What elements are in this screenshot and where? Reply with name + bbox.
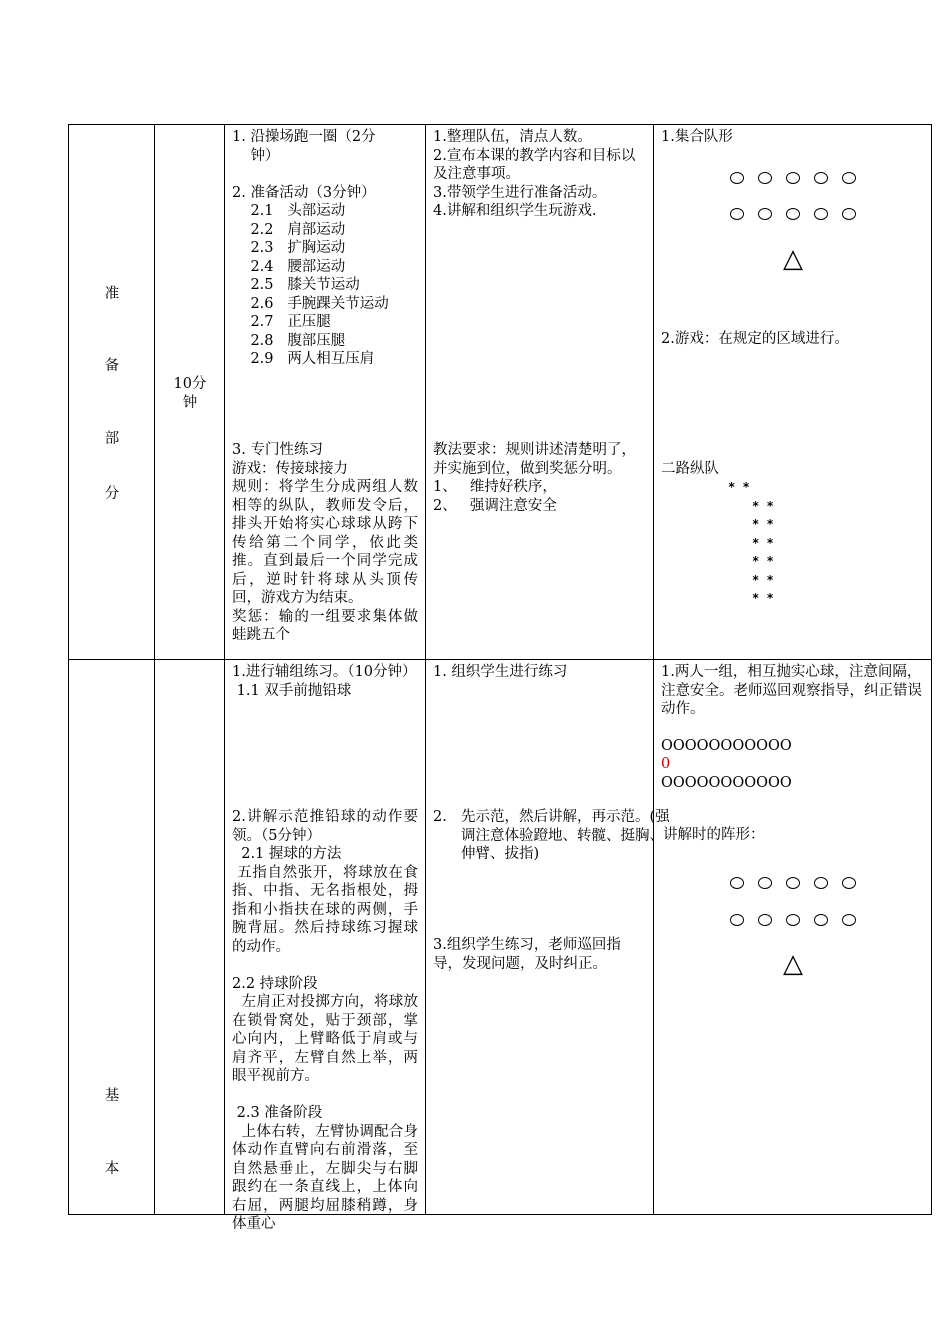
content-line: 2.1 握球的方法 [232,846,342,862]
content-line: 1. 沿操场跑一圈（2分 钟） [232,129,376,164]
student-circle-icon [730,172,744,184]
content-line: 2.4 腰部运动 [232,258,346,275]
formation-row-1 [654,876,932,895]
content-line: 2.2 持球阶段 [232,975,318,992]
student-circle-icon [786,914,800,926]
student-circle-icon [786,208,800,220]
section-char: 本 [104,1161,120,1177]
content-top [232,128,419,369]
method-line: 3.带领学生进行准备活动。 [433,184,607,201]
content-line: 2.1 头部运动 [232,203,346,219]
section-char: 准 [104,286,120,302]
section-char: 分 [104,486,120,502]
content-line: 2.8 腹部压腿 [232,332,346,349]
content-line: 规则：将学生分成两组人数相等的纵队，教师发令后，排头开始将实心球球从跨下传给第二个同学，依此类推。直到最后一个同学完成后，逆时针将球从头顶传回，游戏方为结束。 [232,479,418,606]
student-pair-stars: * * [752,498,774,513]
student-circle-icon [758,914,772,926]
time-value: 10分 钟 [173,376,207,411]
student-circle-icon [758,877,772,889]
method-bottom [433,441,647,515]
column-formation-title: 二路纵队 [661,461,719,477]
student-pair-stars: * * [728,480,750,494]
student-circle-icon [730,208,744,220]
content-part-2 [232,808,418,1234]
student-circle-icon [842,914,856,926]
content-line: 左肩正对投掷方向，将球放在锁骨窝处，贴于颈部，掌心向内，上臂略低于肩或与肩齐平，左臂自然上举，两眼平视前方。 [232,994,419,1084]
method-cell [426,660,670,1215]
content-line: 1.1 双手前抛铅球 [232,682,352,699]
formation-row-2 [661,207,925,226]
student-circle-icon [758,172,772,184]
student-circle-icon [758,208,772,220]
method-2: 2. 先示范，然后讲解，再示范。(强调注意体验蹬地、转髋、挺胸、伸臂、拔指) [433,809,670,862]
student-circle-icon [786,877,800,889]
content-line [232,956,418,975]
method-line: 1、 维持好秩序， [433,479,557,495]
organization-cell [654,125,932,660]
game-note: 2.游戏：在规定的区域进行。 [661,331,849,347]
student-pair-stars: * * [752,554,774,568]
teacher-triangle-icon: △ [783,243,803,274]
section-label-prep [69,125,155,660]
content-line [232,165,419,184]
content-line: 2.3 准备阶段 [232,1105,323,1121]
content-line: 2.5 膝关节运动 [232,277,360,293]
time-cell [155,125,225,660]
lesson-plan-table [68,124,932,1232]
content-line: 游戏：传接球接力 [232,460,348,477]
method-line: 4.讲解和组织学生玩游戏. [433,203,597,219]
content-cell [225,125,426,660]
formation-title: 1.集合队形 [661,129,733,145]
organization-cell [654,660,932,1215]
method-line: 2、 强调注意安全 [433,497,557,514]
basic-section-row [69,660,932,1215]
student-circle-icon [730,877,744,889]
section-char: 备 [104,358,120,374]
explain-formation [654,876,932,979]
method-1: 1. 组织学生进行练习 [433,664,568,680]
method-line: 1.整理队伍，清点人数。 [433,129,592,145]
pair-formation-line-1: OOOOOOOOOOO [661,737,792,754]
formation-row-1 [661,171,925,190]
section-char: 基 [104,1088,120,1104]
content-line: 奖惩：输的一组要求集体做蛙跳五个 [232,608,418,643]
content-line: 2.讲解示范推铅球的动作要领。（5分钟） [232,809,418,844]
student-pair-stars: * * [752,572,774,587]
content-line: 1.进行辅组练习。（10分钟） [232,664,417,680]
content-line: 2.2 肩部运动 [232,221,346,238]
pair-formation-line-2: OOOOOOOOOOO [661,774,792,791]
section-label-basic [69,660,155,1215]
content-cell [225,660,426,1232]
section-char: 部 [104,431,120,447]
content-line: 2.9 两人相互压肩 [232,351,375,367]
student-circle-icon [842,208,856,220]
content-line: 五指自然张开，将球放在食指、中指、无名指根处，拇指和小指扶在球的两侧，手腕背屈。然后持球练习握球的动作。 [232,864,419,955]
prep-section-row [69,125,932,660]
method-cell [426,125,654,660]
teacher-marker: 0 [661,756,671,772]
student-circle-icon [814,877,828,889]
student-circle-icon [814,172,828,184]
content-line: 2.6 手腕踝关节运动 [232,295,389,312]
content-line: 2.3 扩胸运动 [232,240,346,256]
method-line: 2.宣布本课的教学内容和目标以及注意事项。 [433,147,636,182]
formation-row-2 [654,913,932,932]
method-3: 3.组织学生练习，老师巡回指导，发现问题，及时纠正。 [433,937,621,972]
two-column-formation [654,478,932,608]
content-line: 2.7 正压腿 [232,314,331,330]
student-pair-stars: * * [752,535,774,550]
student-pair-stars: * * [752,517,774,531]
content-part-1 [232,663,419,700]
pair-practice-note: 1.两人一组，相互抛实心球，注意间隔，注意安全。老师巡回观察指导，纠正错误动作。 [661,664,922,717]
student-circle-icon [730,914,744,926]
content-line: 上体右转，左臂协调配合身体动作直臂向右前滑落，至自然悬垂止，左脚尖与右脚跟约在一条直线上，上体向右屈，两腿均屈膝稍蹲，身体重心 [232,1123,419,1232]
student-circle-icon [814,208,828,220]
content-line: 2. 准备活动（3分钟） [232,184,376,201]
student-circle-icon [842,172,856,184]
content-line [232,1086,418,1105]
time-cell [155,660,225,1215]
student-circle-icon [786,172,800,184]
content-line: 3. 专门性练习 [232,442,323,458]
method-line: 教法要求：规则讲述清楚明了，并实施到位，做到奖惩分明。 [433,442,636,477]
student-pair-stars: * * [752,591,774,605]
student-circle-icon [814,914,828,926]
explain-formation-title: 讲解时的阵形： [663,827,765,843]
content-bottom [232,441,418,645]
teacher-triangle-icon: △ [783,949,803,979]
method-top [433,128,647,221]
student-circle-icon [842,877,856,889]
